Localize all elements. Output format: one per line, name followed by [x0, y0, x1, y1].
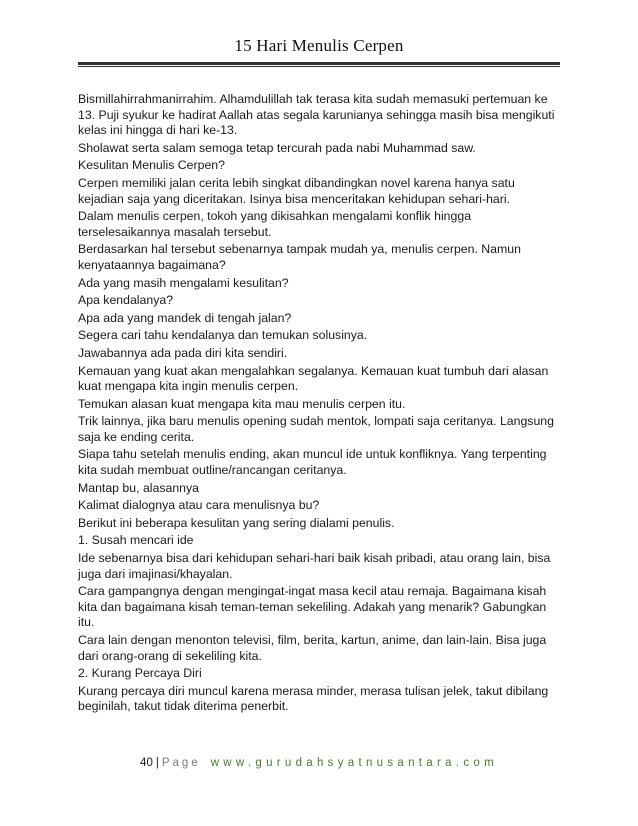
- paragraph: Cerpen memiliki jalan cerita lebih singkat dibandingkan novel karena hanya satu kejadian saja yang diceritakan. Isinya bisa menceritakan kehidupan sehari-hari.: [78, 175, 515, 206]
- paragraph: Ide sebenarnya bisa dari kehidupan sehari-hari baik kisah pribadi, atau orang lain, bisa juga dari imajinasi/khayalan.: [78, 551, 551, 581]
- footer-separator: |: [155, 757, 159, 769]
- paragraph: Temukan alasan kuat mengapa kita mau menulis cerpen itu.: [78, 396, 406, 411]
- section-heading: 2. Kurang Percaya Diri: [78, 666, 202, 681]
- paragraph: Jawabannya ada pada diri kita sendiri.: [78, 345, 288, 360]
- header-divider: [78, 62, 560, 65]
- paragraph: Kesulitan Menulis Cerpen?: [78, 158, 225, 173]
- paragraph: Apa kendalanya?: [78, 293, 174, 308]
- paragraph: Cara lain dengan menonton televisi, film, berita, kartun, anime, dan lain-lain. Bisa juga dari orang-orang di sekeliling kita.: [78, 633, 547, 663]
- paragraph: Apa ada yang mandek di tengah jalan?: [78, 310, 292, 325]
- page-label: Page: [161, 757, 201, 769]
- paragraph: Mantap bu, alasannya: [78, 480, 200, 495]
- section-heading: 1. Susah mencari ide: [78, 533, 194, 548]
- paragraph: Trik lainnya, jika baru menulis opening sudah mentok, lompati saja ceritanya. Langsung saja ke ending cerita.: [78, 414, 554, 444]
- paragraph: Dalam menulis cerpen, tokoh yang dikisahkan mengalami konflik hingga terselesaikannya masalah tersebut.: [78, 209, 472, 239]
- paragraph: Kurang percaya diri muncul karena merasa minder, merasa tulisan jelek, takut dibilang beginilah, takut tidak diterima penerbit.: [78, 683, 549, 714]
- paragraph: Bismillahirrahmanirrahim. Alhamdulillah tak terasa kita sudah memasuki pertemuan ke 13. Puji syukur ke hadirat Aallah atas segala karunianya sehingga masih bisa mengikuti kelas ini hingga di hari ke-13.: [78, 92, 555, 138]
- page-header-title: 15 Hari Menulis Cerpen: [234, 36, 404, 55]
- page-footer: [0, 757, 638, 769]
- website-link[interactable]: www.gurudahsyatnusantara.com: [210, 757, 498, 769]
- document-body: [78, 92, 562, 717]
- paragraph: Cara gampangnya dengan mengingat-ingat masa kecil atau remaja. Bagaimana kisah kita dan bagaimana kisah teman-teman sekeliling. Adakah yang menarik? Gabungkan itu.: [78, 584, 547, 630]
- paragraph: Sholawat serta salam semoga tetap tercurah pada nabi Muhammad saw.: [78, 140, 476, 155]
- paragraph: Ada yang masih mengalami kesulitan?: [78, 275, 289, 290]
- paragraph: Berikut ini beberapa kesulitan yang sering dialami penulis.: [78, 515, 395, 530]
- paragraph: Kalimat dialognya atau cara menulisnya bu?: [78, 498, 320, 513]
- paragraph: Kemauan yang kuat akan mengalahkan segalanya. Kemauan kuat tumbuh dari alasan kuat mengapa kita ingin menulis cerpen.: [78, 363, 549, 394]
- paragraph: Segera cari tahu kendalanya dan temukan solusinya.: [78, 328, 368, 343]
- paragraph: Siapa tahu setelah menulis ending, akan muncul ide untuk konfliknya. Yang terpenting kita sudah membuat outline/rancangan ceritanya.: [78, 447, 547, 478]
- page-number: 40: [140, 757, 153, 769]
- paragraph: Berdasarkan hal tersebut sebenarnya tampak mudah ya, menulis cerpen. Namun kenyataannya bagaimana?: [78, 242, 521, 272]
